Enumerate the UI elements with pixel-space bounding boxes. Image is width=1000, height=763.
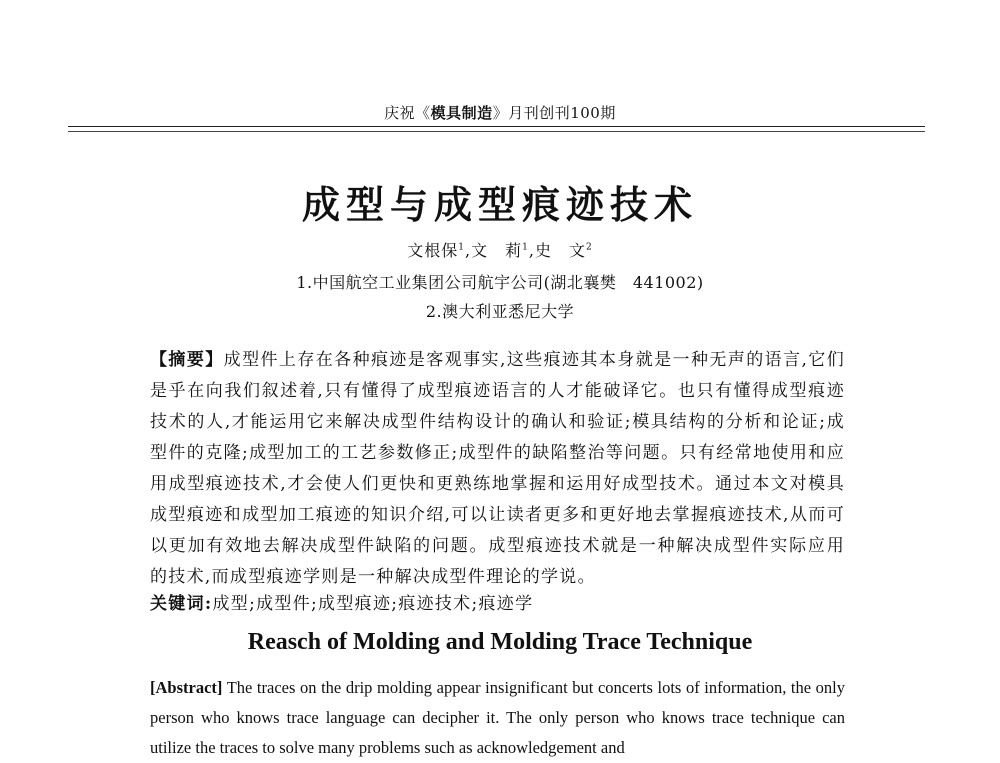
paper-title: 成型与成型痕迹技术 <box>301 182 698 227</box>
header-rule-thick <box>68 126 925 127</box>
author-name: 文 莉 <box>471 241 523 260</box>
author-name: 史 文 <box>534 241 586 260</box>
author-separator: , <box>465 241 472 260</box>
header-rule-thin <box>68 131 925 132</box>
affiliation-1: 1.中国航空工业集团公司航宇公司(湖北襄樊 441002) <box>296 273 704 292</box>
abstract-cn-text: 成型件上存在各种痕迹是客观事实,这些痕迹其本身就是一种无声的语言,它们是乎在向我们叙述着,只有懂得了成型痕迹语言的人才能破译它。也只有懂得成型痕迹技术的人,才能运用它来解决成型件结构设计的确认和验证;模具结构的分析和论证;成型件的克隆;成型加工的工艺参数修正;成型件的缺陷整治等问题。只有经常地使用和应用成型痕迹技术,才会使人们更快和更熟练地掌握和运用好成型技术。通过本文对模具成型痕迹和成型加工痕迹的知识介绍,可以让读者更多和更好地去掌握痕迹技术,从而可以更加有效地去解决成型件缺陷的问题。成型痕迹技术就是一种解决成型件实际应用的技术,而成型痕迹学则是一种解决成型件理论的学说。 <box>150 350 845 587</box>
author-affil-mark: 2 <box>585 242 593 253</box>
author-list <box>0 238 1000 261</box>
abstract-en-label: [Abstract] <box>150 678 223 697</box>
author-separator: , <box>528 241 535 260</box>
author-affil-mark: 1 <box>522 242 529 253</box>
abstract-chinese <box>150 345 845 593</box>
abstract-en-text: The traces on the drip molding appear insignificant but concerts lots of information, the only person who knows trace language can decipher it. The only person who knows trace technique can utilize the traces to solve many problems such as acknowledgement and <box>150 678 845 757</box>
abstract-english <box>150 673 845 763</box>
header-suffix: 》月刊创刊100期 <box>492 104 616 122</box>
keywords-label: 关键词: <box>150 594 213 614</box>
english-title: Reasch of Molding and Molding Trace Technique <box>247 629 753 655</box>
running-header <box>0 102 1000 123</box>
author-name: 文根保 <box>407 241 459 260</box>
affiliation-2: 2.澳大利亚悉尼大学 <box>425 302 575 321</box>
author-affil-mark: 1 <box>458 242 466 253</box>
abstract-cn-label: 【摘要】 <box>150 350 224 370</box>
header-prefix: 庆祝《 <box>384 104 431 122</box>
keywords <box>150 589 845 614</box>
keywords-text: 成型;成型件;成型痕迹;痕迹技术;痕迹学 <box>212 594 534 614</box>
journal-name: 模具制造 <box>430 104 493 122</box>
